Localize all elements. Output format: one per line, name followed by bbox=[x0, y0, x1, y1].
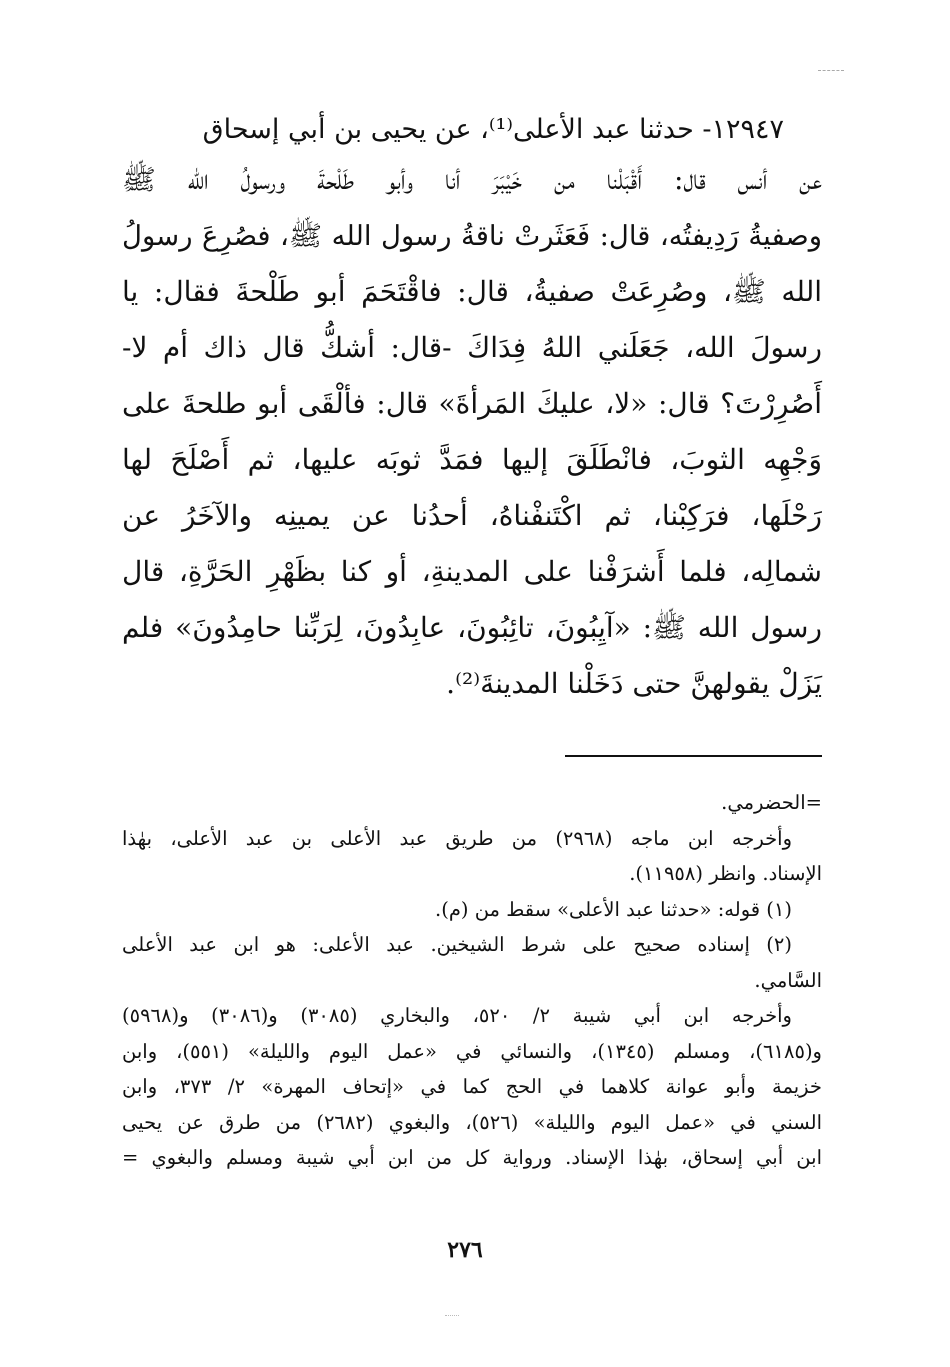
hadith-line: وصفيةُ رَدِيفتُه، قال: فَعَثَرتْ ناقةُ رسول الله ﷺ، فصُرِعَ رسولُ bbox=[122, 220, 822, 252]
scan-mark bbox=[445, 1315, 459, 1316]
footnote-line: =الحضرمي. bbox=[721, 791, 822, 814]
footnote-line: خزيمة وأبو عوانة كلاهما في الحج كما في «إتحاف المهرة» ٢/ ٣٧٣، وابن bbox=[122, 1075, 822, 1098]
hadith-text bbox=[122, 108, 822, 712]
footnotes bbox=[122, 785, 822, 1176]
hadith-line: أَصُرِرْتَ؟ قال: «لا، عليكَ المَرأةَ» قال: فألْقَى أبو طلحةَ على bbox=[122, 387, 822, 420]
footnote-line: (١) قوله: «حدثنا عبد الأعلى» سقط من (م). bbox=[435, 897, 792, 921]
hadith-line: رسولَ الله، جَعَلَني اللهُ فِدَاكَ -قال: أشكُّ قال ذاك أم لا- bbox=[122, 331, 822, 364]
hadith-line: عن أنس قال: أَقْبَلْنا من خَيْبَرَ أنا وأبو طَلْحةَ ورسولُ الله ﷺ bbox=[122, 163, 822, 196]
hadith-line: رَحْلَها، فرَكِبْنا، ثم اكْتَنفْناهُ، أحدُنا عن يمينِه والآخَرُ عن bbox=[122, 499, 822, 532]
footnote-line: الإسناد. وانظر (١١٩٥٨). bbox=[629, 862, 822, 885]
footnote-line: السني في «عمل اليوم والليلة» (٥٢٦)، والبغوي (٢٦٨٢) من طرق عن يحيى bbox=[122, 1110, 822, 1134]
page-number: ٢٧٦ bbox=[447, 1237, 483, 1263]
scan-mark bbox=[818, 70, 844, 71]
footnote-divider bbox=[565, 755, 822, 757]
hadith-line: يَزَلْ يقولهنَّ حتى دَخَلْنا المدينةَ⁽²⁾. bbox=[446, 667, 822, 700]
footnote-line: وأخرجه ابن ماجه (٢٩٦٨) من طريق عبد الأعلى بن عبد الأعلى، بهٰذا bbox=[122, 826, 792, 850]
hadith-line: وَجْهِه الثوبَ، فانْطَلَقَ إليها فمَدَّ ثوبَه عليها، ثم أَصْلَحَ لها bbox=[122, 443, 822, 476]
hadith-line: رسول الله ﷺ: «آيِبُونَ، تائِبُونَ، عابِدُونَ، لِرَبِّنا حامِدُونَ» فلم bbox=[122, 611, 822, 644]
hadith-line: الله ﷺ، وصُرِعَتْ صفيةُ، قال: فاقْتَحَمَ أبو طَلْحةَ فقال: يا bbox=[122, 275, 822, 308]
footnote-line: (٢) إسناده صحيح على شرط الشيخين. عبد الأعلى: هو ابن عبد الأعلى bbox=[122, 933, 792, 956]
hadith-line: شمالِه، فلما أَشرَفْنا على المدينةِ، أو كنا بظَهْرِ الحَرَّةِ، قال bbox=[122, 555, 822, 588]
hadith-line: ١٢٩٤٧- حدثنا عبد الأعلى⁽¹⁾، عن يحيى بن أبي إسحاق bbox=[202, 114, 784, 145]
footnote-line: ابن أبي إسحاق، بهٰذا الإسناد. ورواية كل من ابن أبي شيبة ومسلم والبغوي = bbox=[122, 1146, 822, 1169]
footnote-line: و(٦١٨٥)، ومسلم (١٣٤٥)، والنسائي في «عمل اليوم والليلة» (٥٥١)، وابن bbox=[122, 1039, 822, 1063]
footnote-line: السَّامي. bbox=[754, 968, 822, 992]
footnote-line: وأخرجه ابن أبي شيبة ٢/ ٥٢٠، والبخاري (٣٠٨٥) و(٣٠٨٦) و(٥٩٦٨) bbox=[122, 1004, 792, 1027]
